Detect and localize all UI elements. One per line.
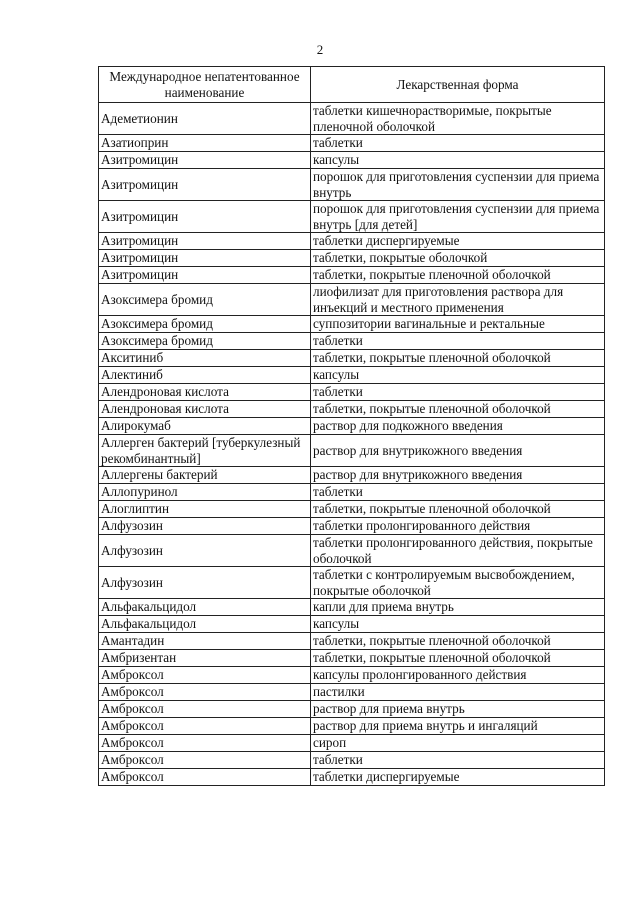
dosage-form-cell: таблетки, покрытые пленочной оболочкой [311, 633, 605, 650]
table-row [99, 250, 605, 267]
table-row [99, 401, 605, 418]
table-row [99, 435, 605, 467]
table-row [99, 684, 605, 701]
table-row [99, 467, 605, 484]
drug-name-cell: Азоксимера бромид [99, 316, 311, 333]
dosage-form-cell: таблетки пролонгированного действия [311, 518, 605, 535]
drug-name-cell: Азатиоприн [99, 135, 311, 152]
dosage-form-cell: таблетки пролонгированного действия, покрытые оболочкой [311, 535, 605, 567]
dosage-form-cell: таблетки, покрытые пленочной оболочкой [311, 350, 605, 367]
table-row [99, 350, 605, 367]
drug-name-cell: Азитромицин [99, 152, 311, 169]
dosage-form-cell: таблетки с контролируемым высвобождением, покрытые оболочкой [311, 567, 605, 599]
drug-name-cell: Амброксол [99, 684, 311, 701]
dosage-form-cell: таблетки, покрытые пленочной оболочкой [311, 267, 605, 284]
table-row [99, 201, 605, 233]
table-row [99, 616, 605, 633]
drug-name-cell: Амбризентан [99, 650, 311, 667]
dosage-form-cell: суппозитории вагинальные и ректальные [311, 316, 605, 333]
drug-name-cell: Азитромицин [99, 201, 311, 233]
drug-table [98, 66, 605, 786]
drug-name-cell: Аллопуринол [99, 484, 311, 501]
table-row [99, 633, 605, 650]
drug-name-cell: Азитромицин [99, 267, 311, 284]
dosage-form-cell: таблетки [311, 484, 605, 501]
table-row [99, 752, 605, 769]
dosage-form-cell: таблетки кишечнорастворимые, покрытые пленочной оболочкой [311, 103, 605, 135]
table-row [99, 284, 605, 316]
dosage-form-cell: раствор для приема внутрь [311, 701, 605, 718]
dosage-form-cell: таблетки [311, 752, 605, 769]
dosage-form-cell: таблетки [311, 384, 605, 401]
dosage-form-cell: капсулы [311, 152, 605, 169]
drug-name-cell: Алирокумаб [99, 418, 311, 435]
drug-name-cell: Азитромицин [99, 250, 311, 267]
drug-name-cell: Альфакальцидол [99, 616, 311, 633]
header-dosage-form: Лекарственная форма [311, 67, 605, 103]
drug-name-cell: Алендроновая кислота [99, 384, 311, 401]
drug-name-cell: Азоксимера бромид [99, 284, 311, 316]
drug-name-cell: Азитромицин [99, 169, 311, 201]
drug-name-cell: Амброксол [99, 735, 311, 752]
dosage-form-cell: таблетки [311, 333, 605, 350]
drug-name-cell: Амброксол [99, 769, 311, 786]
table-row [99, 667, 605, 684]
drug-name-cell: Алфузозин [99, 567, 311, 599]
table-row [99, 718, 605, 735]
table-row [99, 135, 605, 152]
drug-name-cell: Алектиниб [99, 367, 311, 384]
dosage-form-cell: капсулы [311, 367, 605, 384]
dosage-form-cell: раствор для внутрикожного введения [311, 435, 605, 467]
drug-name-cell: Азоксимера бромид [99, 333, 311, 350]
dosage-form-cell: таблетки диспергируемые [311, 769, 605, 786]
dosage-form-cell: таблетки, покрытые пленочной оболочкой [311, 501, 605, 518]
table-row [99, 518, 605, 535]
dosage-form-cell: таблетки [311, 135, 605, 152]
table-body [99, 103, 605, 786]
drug-name-cell: Алоглиптин [99, 501, 311, 518]
table-row [99, 769, 605, 786]
header-inn: Международное непатентованное наименование [99, 67, 311, 103]
dosage-form-cell: раствор для подкожного введения [311, 418, 605, 435]
table-row [99, 650, 605, 667]
dosage-form-cell: пастилки [311, 684, 605, 701]
drug-name-cell: Аллерген бактерий [туберкулезный рекомбинантный] [99, 435, 311, 467]
drug-name-cell: Амброксол [99, 667, 311, 684]
drug-name-cell: Амброксол [99, 718, 311, 735]
table-header-row [99, 67, 605, 103]
table-row [99, 333, 605, 350]
dosage-form-cell: таблетки, покрытые пленочной оболочкой [311, 401, 605, 418]
dosage-form-cell: раствор для внутрикожного введения [311, 467, 605, 484]
dosage-form-cell: сироп [311, 735, 605, 752]
dosage-form-cell: порошок для приготовления суспензии для приема внутрь [311, 169, 605, 201]
drug-name-cell: Алфузозин [99, 535, 311, 567]
drug-name-cell: Амантадин [99, 633, 311, 650]
table-row [99, 501, 605, 518]
drug-name-cell: Амброксол [99, 752, 311, 769]
table-row [99, 535, 605, 567]
dosage-form-cell: раствор для приема внутрь и ингаляций [311, 718, 605, 735]
drug-name-cell: Амброксол [99, 701, 311, 718]
table-row [99, 103, 605, 135]
table-row [99, 316, 605, 333]
table-row [99, 701, 605, 718]
table-row [99, 735, 605, 752]
dosage-form-cell: лиофилизат для приготовления раствора для инъекций и местного применения [311, 284, 605, 316]
drug-name-cell: Аллергены бактерий [99, 467, 311, 484]
table-row [99, 152, 605, 169]
table-row [99, 599, 605, 616]
drug-name-cell: Алфузозин [99, 518, 311, 535]
table-row [99, 418, 605, 435]
table-row [99, 384, 605, 401]
dosage-form-cell: капли для приема внутрь [311, 599, 605, 616]
drug-name-cell: Альфакальцидол [99, 599, 311, 616]
drug-name-cell: Алендроновая кислота [99, 401, 311, 418]
drug-name-cell: Азитромицин [99, 233, 311, 250]
table-row [99, 367, 605, 384]
table-row [99, 233, 605, 250]
page-number: 2 [316, 42, 324, 57]
dosage-form-cell: капсулы [311, 616, 605, 633]
dosage-form-cell: таблетки, покрытые оболочкой [311, 250, 605, 267]
table-row [99, 567, 605, 599]
drug-name-cell: Акситиниб [99, 350, 311, 367]
dosage-form-cell: капсулы пролонгированного действия [311, 667, 605, 684]
dosage-form-cell: таблетки диспергируемые [311, 233, 605, 250]
drug-name-cell: Адеметионин [99, 103, 311, 135]
dosage-form-cell: порошок для приготовления суспензии для приема внутрь [для детей] [311, 201, 605, 233]
dosage-form-cell: таблетки, покрытые пленочной оболочкой [311, 650, 605, 667]
table-row [99, 267, 605, 284]
table-row [99, 169, 605, 201]
table-row [99, 484, 605, 501]
